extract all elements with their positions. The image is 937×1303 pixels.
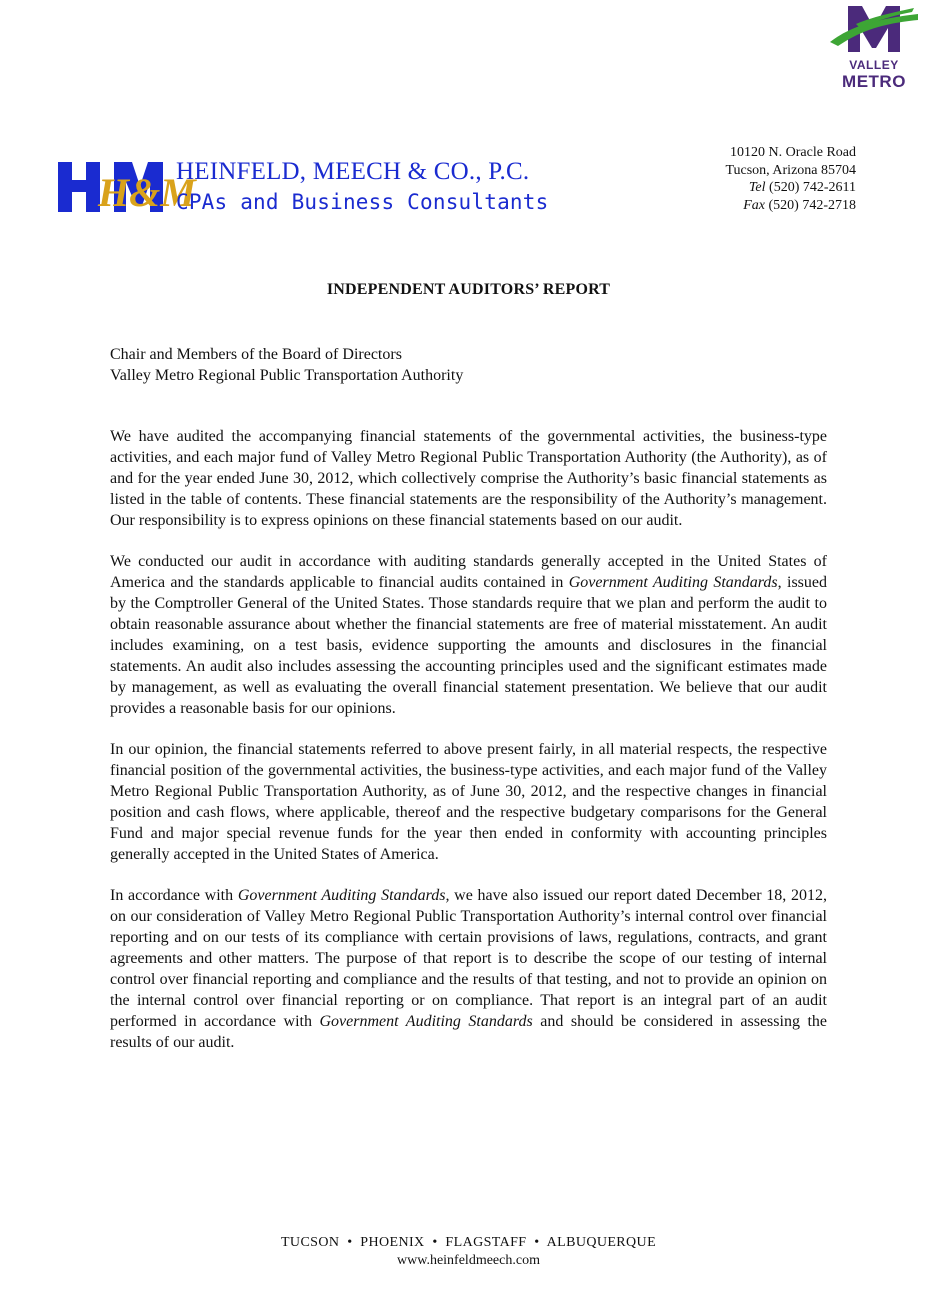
firm-address: [725, 144, 856, 214]
page-footer: [0, 1234, 937, 1270]
paragraph-basis-text-a: We conducted our audit in accordance with auditing standards generally accepted in the United States of America and the standards applicable to financial audits contained in: [110, 553, 827, 591]
hm-logo-mark-icon: [58, 160, 196, 215]
paragraph-other-emphasis-1: Government Auditing Standards,: [237, 887, 450, 904]
paragraph-basis-emphasis: Government Auditing Standards: [568, 574, 778, 591]
tel-number: (520) 742-2611: [765, 180, 856, 195]
report-title: INDEPENDENT AUDITORS’ REPORT: [326, 281, 611, 298]
firm-name: HEINFELD, MEECH & CO., P.C.: [176, 158, 530, 185]
paragraph-scope: We have audited the accompanying financial statements of the governmental activities, the business-type activities, and each major fund of Valley Metro Regional Public Transportation Authority (the Authority), as of and for the year ended June 30, 2012, which collectively comprise the Authority’s basic financial statements as listed in the table of contents. These financial statements are the responsibility of the Authority’s management. Our responsibility is to express opinions on these financial statements based on our audit.: [110, 428, 827, 529]
tel-label: Tel: [748, 180, 766, 195]
address-city: Tucson, Arizona 85704: [725, 162, 856, 178]
paragraph-other-text-a: In accordance with: [110, 887, 238, 904]
paragraph-basis: [110, 551, 827, 719]
addressee: [110, 344, 463, 386]
firm-tagline: CPAs and Business Consultants: [176, 190, 549, 214]
fax-label: Fax: [743, 197, 765, 213]
footer-url[interactable]: www.heinfeldmeech.com: [397, 1253, 540, 1268]
paragraph-opinion: In our opinion, the financial statements referred to above present fairly, in all material respects, the respective financial position of the governmental activities, the business-type activities, and each major fund of the Valley Metro Regional Public Transportation Authority, as of June 30, 2012, and the respective changes in financial position and cash flows, where applicable, thereof and the respective budgetary comparisons for the General Fund and major special revenue funds for the year then ended in conformity with accounting principles generally accepted in the United States of America.: [110, 741, 827, 863]
address-fax: [725, 197, 856, 215]
paragraph-other-emphasis-2: Government Auditing Standards: [319, 1013, 533, 1030]
footer-cities: TUCSON • PHOENIX • FLAGSTAFF • ALBUQUERQUE: [280, 1235, 657, 1250]
paragraph-other-text-b: we have also issued our report dated December 18, 2012, on our consideration of Valley Metro Regional Public Transportation Authority’s internal control over financial reporting and on our tests of its compliance with certain provisions of laws, regulations, contracts, and grant agreements and other matters. The purpose of that report is to describe the scope of our testing of internal control over financial reporting and compliance and the results of that testing, and not to provide an opinion on the internal control over financial reporting or on compliance. That report is an integral part of an audit performed in accordance with: [110, 887, 828, 1030]
valley-metro-logo: [826, 0, 922, 96]
valley-metro-logo-line1: VALLEY: [849, 58, 899, 72]
address-tel: [725, 179, 856, 197]
paragraph-other-reporting: [110, 885, 827, 1053]
fax-number: (520) 742-2718: [765, 197, 856, 213]
paragraph-other-text-c: and should be considered in assessing the results of our audit.: [110, 1013, 828, 1051]
report-body: [110, 426, 827, 1073]
paragraph-basis-text-b: , issued by the Comptroller General of the United States. Those standards require that we plan and perform the audit to obtain reasonable assurance about whether the financial statements are free of material misstatement. An audit includes examining, on a test basis, evidence supporting the amounts and disclosures in the financial statements. An audit also includes assessing the accounting principles used and the significant estimates made by management, as well as evaluating the overall financial statement presentation. We believe that our audit provides a reasonable basis for our opinions.: [110, 574, 827, 717]
hm-logo: [58, 160, 196, 215]
addressee-line1: Chair and Members of the Board of Directors: [110, 346, 402, 363]
valley-metro-logo-line2: METRO: [842, 72, 906, 91]
valley-metro-m-mark-icon: [826, 0, 922, 60]
address-street: 10120 N. Oracle Road: [730, 145, 856, 160]
addressee-line2: Valley Metro Regional Public Transportation Authority: [110, 367, 464, 384]
hm-logo-ampersand: H&M: [98, 170, 196, 215]
